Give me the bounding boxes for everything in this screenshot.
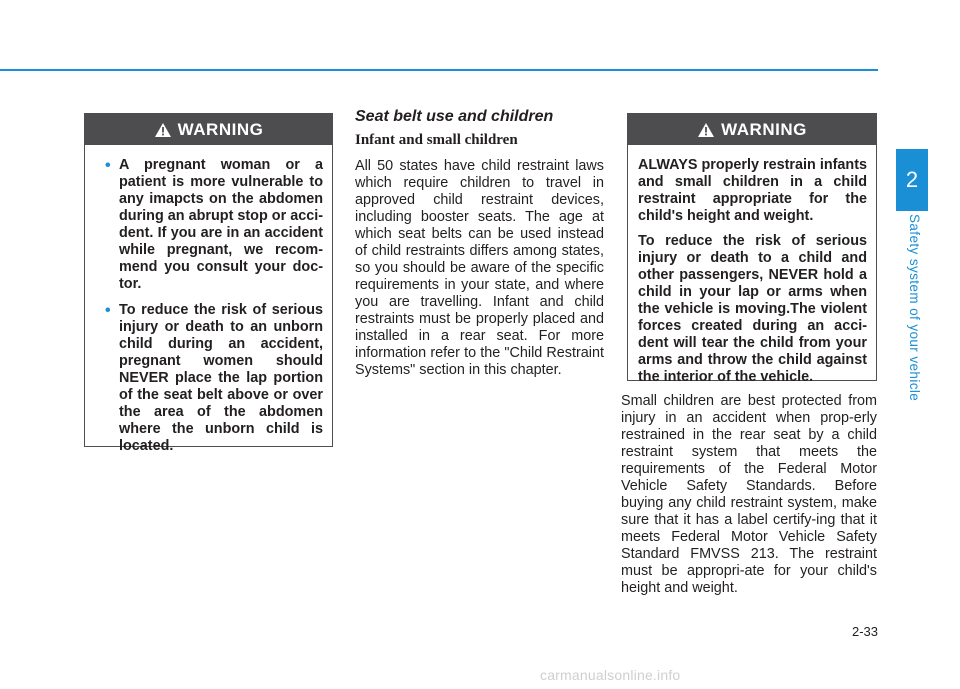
warning-item: • To reduce the risk of serious injury or death to an unborn child during an accident, pregnant women should NEVER place the lap portion of the seat belt above or over the area of the abdomen where the unborn child is located. [105, 302, 323, 455]
main-column [355, 108, 604, 379]
warning-list [105, 157, 323, 455]
sub-title: Infant and small children [355, 132, 518, 148]
warning-header [628, 114, 876, 145]
warning-title: WARNING [177, 119, 264, 139]
warning-body [85, 145, 332, 474]
chapter-tab[interactable] [896, 149, 928, 211]
warning-title: WARNING [721, 119, 807, 139]
warning-box-child-restraint [627, 113, 877, 385]
body-paragraph: Small children are best protected from injury in an accident when prop-erly restrained in the rear seat by a child restraint system that meets the requirements of the Federal Motor Vehicle Safety Standards. Before buying any child restraint system, make sure that it has a label certify-ing that it meets Federal Motor Vehicle Safety Standard FMVSS 213. The restraint must be appropri-ate for your child's height and weight. [621, 393, 877, 596]
right-column [621, 393, 877, 597]
warning-paragraph: ALWAYS properly restrain infants and small children in a child restraint appropriate for the child's height and weight. [638, 157, 867, 224]
warning-header [85, 114, 332, 145]
warning-box-pregnancy [84, 113, 333, 454]
chapter-number: 2 [905, 167, 919, 192]
warning-body [628, 145, 876, 402]
watermark: carmanualsonline.info [540, 667, 681, 683]
warning-triangle-icon [697, 122, 715, 138]
chapter-title: Safety system of your vehicle [907, 214, 922, 402]
body-paragraph: All 50 states have child restraint laws which require children to travel in approved child restraint devices, including booster seats. The age at which seat belts can be used instead of child restraints differs among states, so you should be aware of the specific requirements in your state, and where you are travelling. Infant and child restraints must be properly placed and installed in a rear seat. For more information refer to the "Child Restraint Systems" section in this chapter. [355, 158, 604, 378]
header-rule [0, 69, 878, 71]
warning-item: • A pregnant woman or a patient is more vulnerable to any imapcts on the abdomen during an abrupt stop or acci-dent. If you are in an accident while pregnant, we recom-mend you consult your doc-tor. [105, 157, 323, 293]
section-title: Seat belt use and children [355, 108, 554, 125]
warning-paragraph: To reduce the risk of serious injury or death to a child and other passengers, NEVER hold a child in your lap or arms when the vehicle is moving.The violent forces created during an acci-dent will tear the child from your arms and throw the child against the interior of the vehicle. [638, 233, 867, 385]
page-number: 2-33 [851, 624, 878, 639]
warning-triangle-icon [154, 122, 172, 138]
